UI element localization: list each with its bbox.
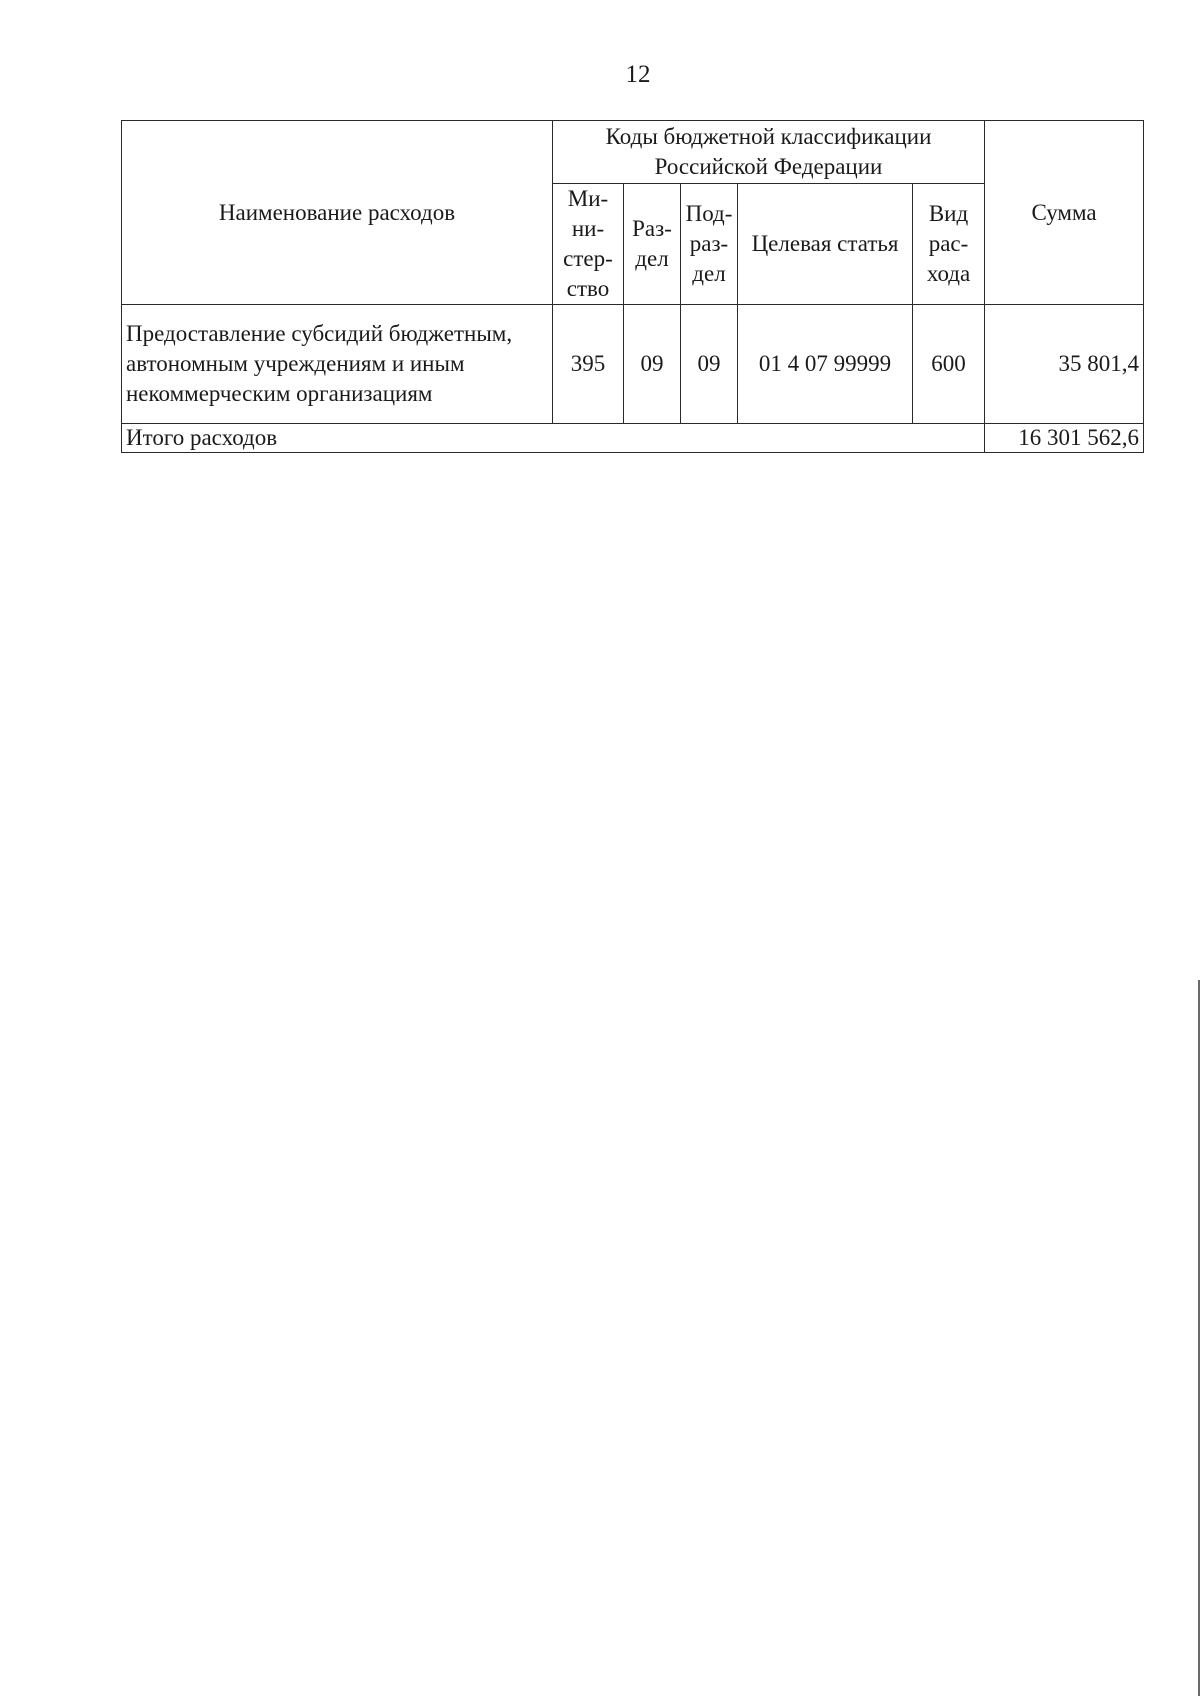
header-section: Раз-дел bbox=[624, 184, 681, 305]
header-subsection: Под-раз-дел bbox=[681, 184, 738, 305]
total-sum: 16 301 562,6 bbox=[985, 424, 1144, 453]
header-sum: Сумма bbox=[985, 121, 1144, 305]
header-expense-type: Вид рас-хода bbox=[913, 184, 985, 305]
header-row bbox=[122, 121, 1144, 184]
expenses-table bbox=[121, 120, 1144, 453]
row-ministry: 395 bbox=[553, 305, 624, 424]
header-ministry: Ми-ни-стер-ство bbox=[553, 184, 624, 305]
row-section: 09 bbox=[624, 305, 681, 424]
row-name: Предоставление субсидий бюджетным, автономным учреждениям и иным некоммерческим организациям bbox=[122, 305, 553, 424]
row-expense-type: 600 bbox=[913, 305, 985, 424]
total-label: Итого расходов bbox=[122, 424, 985, 453]
total-row bbox=[122, 424, 1144, 453]
header-codes-group: Коды бюджетной классификации Российской Федерации bbox=[553, 121, 985, 184]
table-row bbox=[122, 305, 1144, 424]
row-sum: 35 801,4 bbox=[985, 305, 1144, 424]
header-name: Наименование расходов bbox=[122, 121, 553, 305]
header-target-item: Целевая статья bbox=[738, 184, 913, 305]
row-subsection: 09 bbox=[681, 305, 738, 424]
row-target-item: 01 4 07 99999 bbox=[738, 305, 913, 424]
page-number: 12 bbox=[625, 61, 651, 88]
